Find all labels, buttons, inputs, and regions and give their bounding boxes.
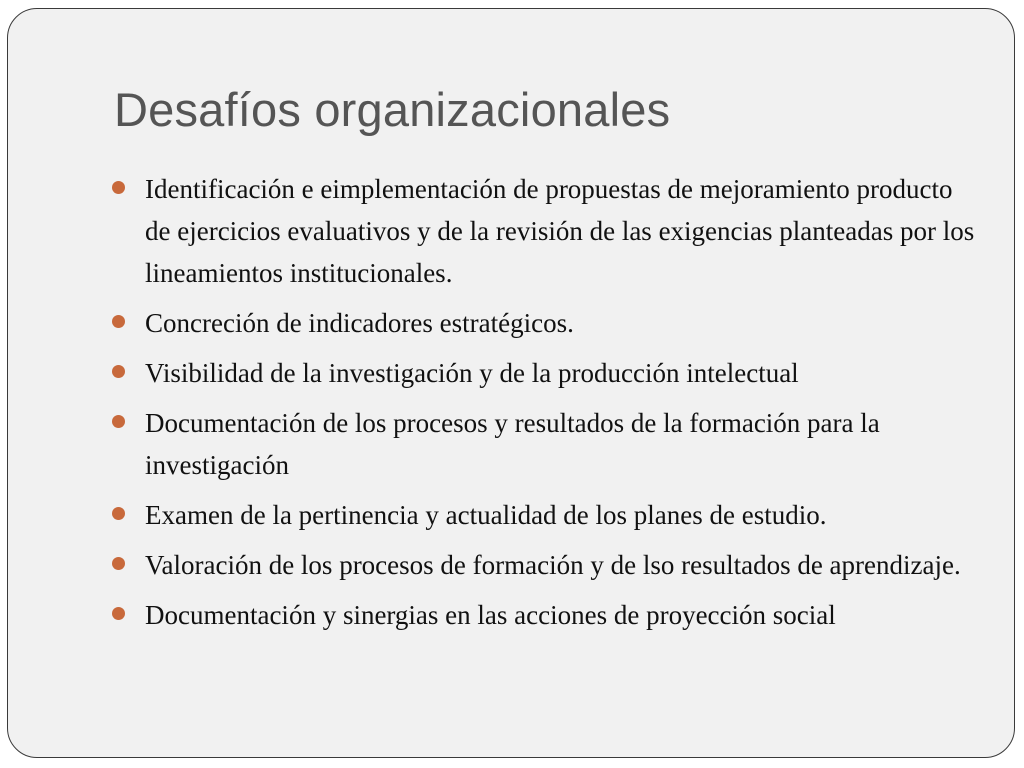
bullet-dot-icon	[112, 557, 125, 570]
bullet-item	[108, 168, 978, 294]
bullet-dot-icon	[112, 415, 125, 428]
bullet-dot-icon	[112, 181, 125, 194]
bullet-text: Valoración de los procesos de formación y de lso resultados de aprendizaje.	[145, 550, 961, 580]
bullet-item	[108, 494, 978, 536]
bullet-item	[108, 594, 978, 636]
bullet-list	[108, 168, 978, 644]
bullet-dot-icon	[112, 365, 125, 378]
bullet-item	[108, 544, 978, 586]
bullet-text: Documentación y sinergias en las acciones de proyección social	[145, 600, 836, 630]
bullet-dot-icon	[112, 607, 125, 620]
bullet-dot-icon	[112, 315, 125, 328]
bullet-text: Documentación de los procesos y resultados de la formación para la investigación	[145, 408, 880, 480]
bullet-dot-icon	[112, 507, 125, 520]
bullet-item	[108, 302, 978, 344]
bullet-text: Concreción de indicadores estratégicos.	[145, 308, 574, 338]
bullet-item	[108, 352, 978, 394]
bullet-text: Visibilidad de la investigación y de la producción intelectual	[145, 358, 799, 388]
bullet-text: Identificación e eimplementación de propuestas de mejoramiento producto de ejercicios evaluativos y de la revisión de las exigencias planteadas por los lineamientos institucionales.	[145, 174, 975, 288]
slide-title: Desafíos organizacionales	[114, 83, 671, 136]
bullet-item	[108, 402, 978, 486]
bullet-text: Examen de la pertinencia y actualidad de los planes de estudio.	[145, 500, 827, 530]
